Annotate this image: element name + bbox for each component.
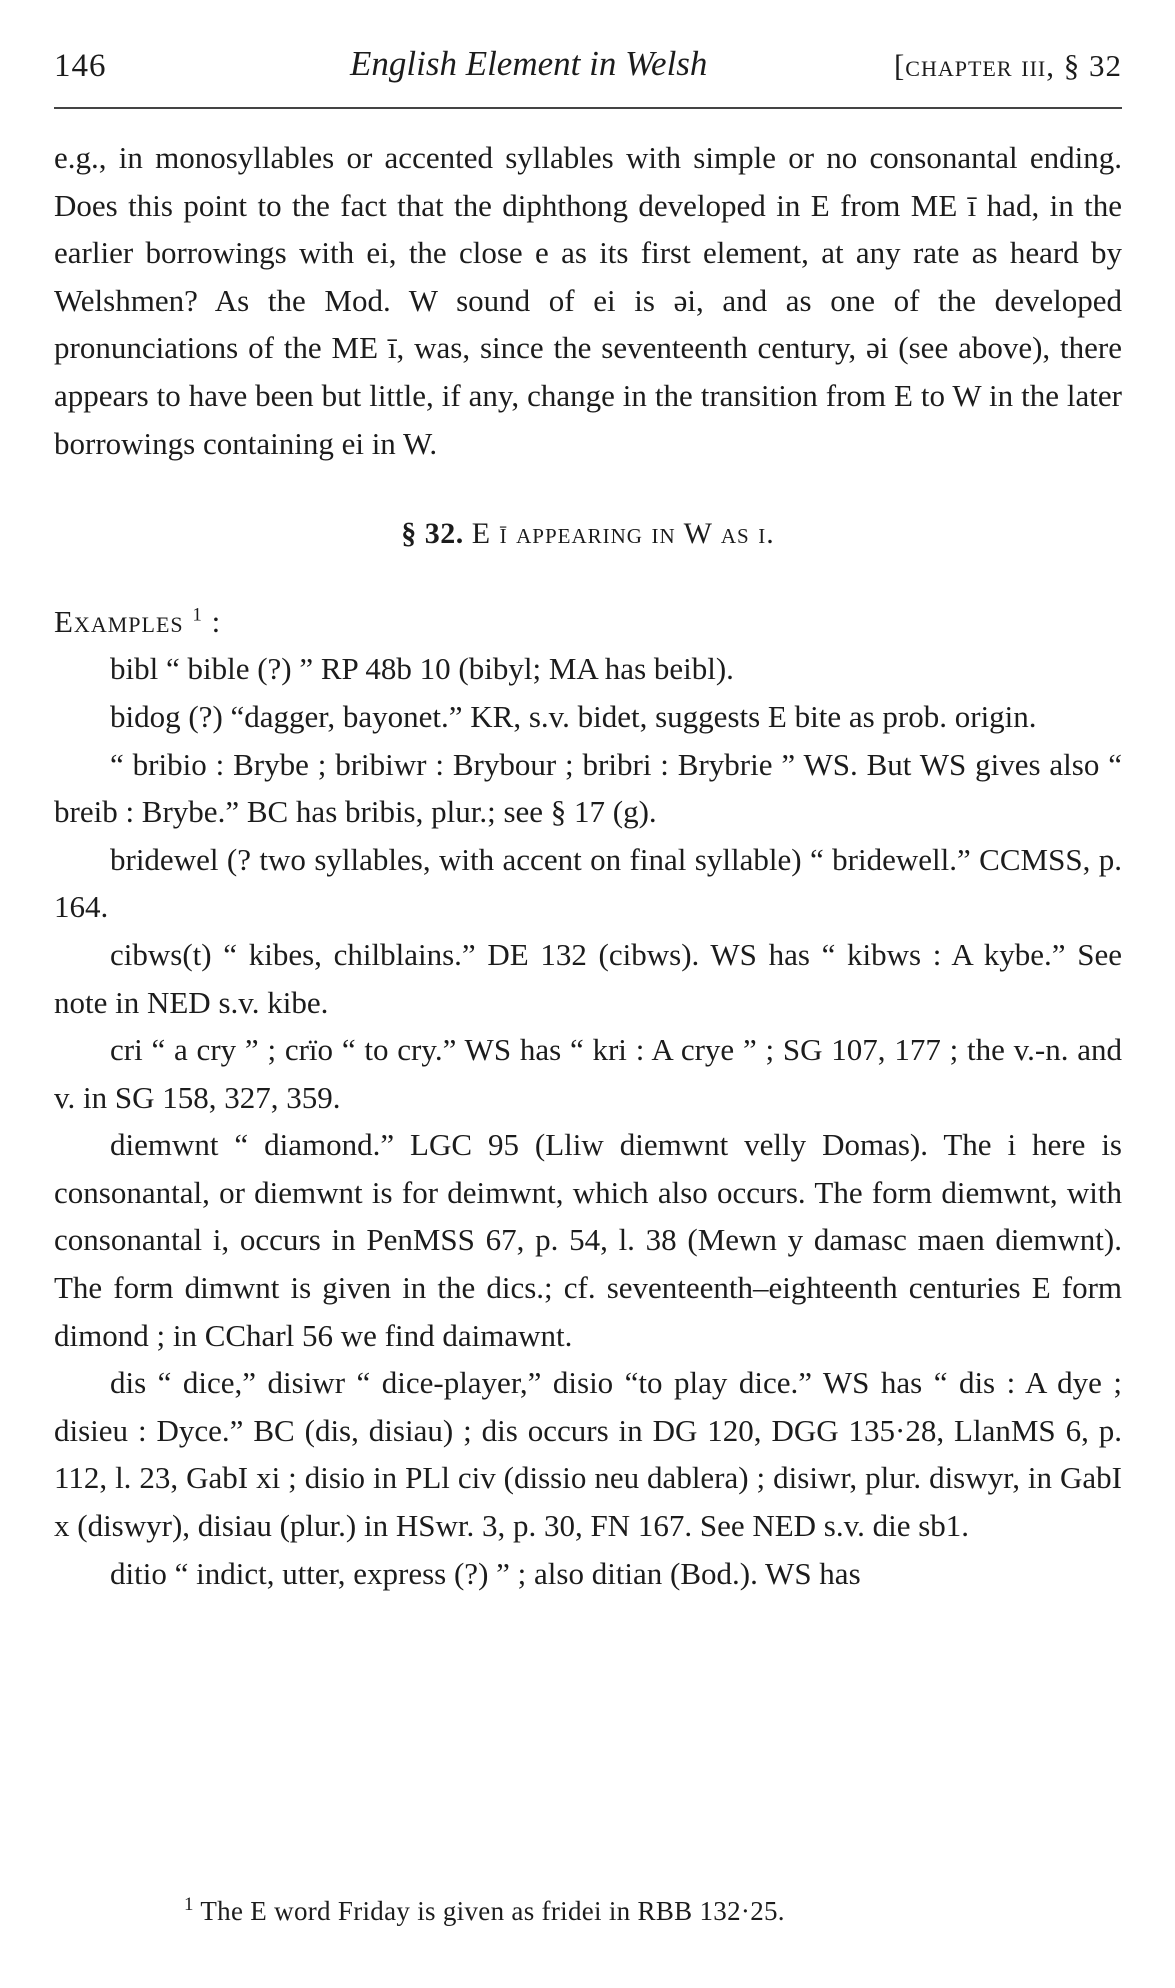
entry-bribio: “ bribio : Brybe ; bribiwr : Brybour ; bribri : Brybrie ” WS. But WS gives also “ breib : Brybe.” BC has bribis, plur.; see § 17 (g). (54, 746, 1122, 830)
entry-bridewel: bridewel (? two syllables, with accent on final syllable) “ bridewell.” CCMSS, p. 164. (54, 841, 1122, 925)
section-heading (54, 510, 1122, 558)
page-number: 146 (54, 48, 107, 84)
header-rule (54, 107, 1122, 109)
page-body (54, 134, 1122, 1597)
footnote-mark: 1 (184, 1894, 194, 1915)
entry-dis: dis “ dice,” disiwr “ dice-player,” disio “to play dice.” WS has “ dis : A dye ; disieu : Dyce.” BC (dis, disiau) ; dis occurs in DG 120, DGG 135·28, LlanMS 6, p. 112, l. 23, GabI xi ; disio in PLl civ (dissio neu dablera) ; disiwr, plur. diswyr, in GabI x (diswyr), disiau (plur.) in HSwr. 3, p. 30, FN 167. See NED s.v. die sb1. (54, 1365, 1122, 1544)
footnote-ref: 1 (192, 604, 203, 626)
footnote-text: The E word Friday is given as fridei in RBB 132·25. (200, 1896, 785, 1926)
running-title: English Element in Welsh (350, 44, 708, 83)
examples-label: Examples $^1$ : (54, 603, 222, 639)
section-number: § 32. (401, 517, 464, 551)
entry-ditio: ditio “ indict, utter, express (?) ” ; also ditian (Bod.). WS has (110, 1555, 861, 1591)
entry-bibl: bibl “ bible (?) ” RP 48b 10 (bibyl; MA has beibl). (110, 651, 734, 687)
footnote (184, 1896, 785, 1927)
entry-diemwnt: diemwnt “ diamond.” LGC 95 (Lliw diemwnt velly Domas). The i here is consonantal, or diemwnt is for deimwnt, which also occurs. The form diemwnt, with consonantal i, occurs in PenMSS 67, p. 54, l. 38 (Mewn y damasc maen diemwnt). The form dimwnt is given in the dics.; cf. seventeenth–eighteenth centuries E form dimond ; in CCharl 56 we find daimawnt. (54, 1127, 1122, 1353)
entry-cibws: cibws(t) “ kibes, chilblains.” DE 132 (cibws). WS has “ kibws : A kybe.” See note in NED s.v. kibe. (54, 936, 1122, 1020)
chapter-reference: [chapter iii, § 32 (893, 48, 1122, 83)
entry-cri: cri “ a cry ” ; crïo “ to cry.” WS has “ kri : A crye ” ; SG 107, 177 ; the v.-n. and v. in SG 158, 327, 359. (54, 1032, 1122, 1115)
intro-paragraph: e.g., in monosyllables or accented syllables with simple or no consonantal ending. Does this point to the fact that the diphthong developed in E from ME ī had, in the earlier borrowings with ei, the close e as its first element, at any rate as heard by Welshmen? As the Mod. W sound of ei is əi, and as one of the developed pronunciations of the ME ī, was, since the seventeenth century, əi (see above), there appears to have been but little, if any, change in the transition from E to W in the later borrowings containing ei in W. (54, 140, 1122, 461)
section-title: E ī appearing in W as i. (471, 517, 775, 551)
entry-bidog: bidog (?) “dagger, bayonet.” KR, s.v. bidet, suggests E bite as prob. origin. (110, 698, 1037, 734)
running-header (54, 40, 1122, 96)
